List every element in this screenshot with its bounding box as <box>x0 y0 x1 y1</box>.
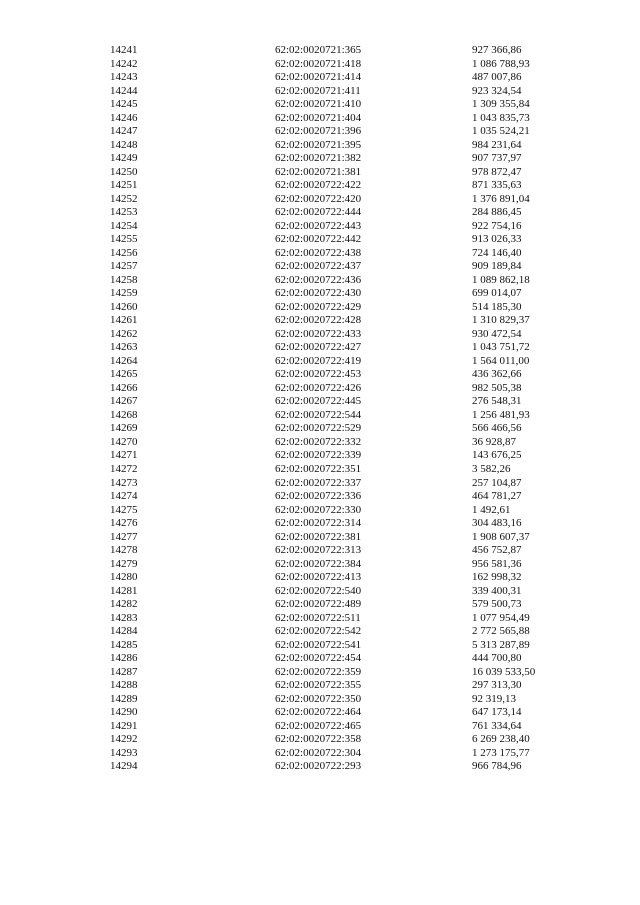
table-row <box>110 125 570 139</box>
cadastral-number-cell: 62:02:0020722:427 <box>275 341 362 354</box>
table-row <box>110 652 570 666</box>
cadastral-value-cell: 579 500,73 <box>472 598 522 611</box>
cadastral-value-cell: 930 472,54 <box>472 327 522 340</box>
table-row <box>110 193 570 207</box>
row-number-cell: 14291 <box>110 719 138 732</box>
row-number-cell: 14290 <box>110 706 138 719</box>
cadastral-value-cell: 566 466,56 <box>472 422 522 435</box>
cadastral-value-cell: 956 581,36 <box>472 557 522 570</box>
cadastral-value-cell: 257 104,87 <box>472 476 522 489</box>
cadastral-value-table <box>110 44 570 774</box>
table-row <box>110 395 570 409</box>
cadastral-number-cell: 62:02:0020722:359 <box>275 665 362 678</box>
row-number-cell: 14257 <box>110 260 138 273</box>
cadastral-value-cell: 922 754,16 <box>472 219 522 232</box>
cadastral-value-cell: 276 548,31 <box>472 395 522 408</box>
cadastral-value-cell: 456 752,87 <box>472 544 522 557</box>
cadastral-value-cell: 304 483,16 <box>472 517 522 530</box>
row-number-cell: 14276 <box>110 517 138 530</box>
table-row <box>110 598 570 612</box>
row-number-cell: 14248 <box>110 138 138 151</box>
cadastral-number-cell: 62:02:0020722:314 <box>275 517 362 530</box>
cadastral-number-cell: 62:02:0020722:437 <box>275 260 362 273</box>
cadastral-number-cell: 62:02:0020722:541 <box>275 638 362 651</box>
table-row <box>110 58 570 72</box>
row-number-cell: 14267 <box>110 395 138 408</box>
cadastral-value-cell: 984 231,64 <box>472 138 522 151</box>
table-row <box>110 328 570 342</box>
table-row <box>110 233 570 247</box>
cadastral-value-cell: 92 319,13 <box>472 692 516 705</box>
cadastral-number-cell: 62:02:0020721:411 <box>275 84 361 97</box>
cadastral-value-cell: 514 185,30 <box>472 300 522 313</box>
row-number-cell: 14251 <box>110 179 138 192</box>
row-number-cell: 14261 <box>110 314 138 327</box>
table-row <box>110 463 570 477</box>
cadastral-number-cell: 62:02:0020722:464 <box>275 706 362 719</box>
cadastral-value-cell: 436 362,66 <box>472 368 522 381</box>
table-row <box>110 274 570 288</box>
table-row <box>110 679 570 693</box>
row-number-cell: 14288 <box>110 679 138 692</box>
table-row <box>110 733 570 747</box>
table-row <box>110 301 570 315</box>
cadastral-number-cell: 62:02:0020721:382 <box>275 152 362 165</box>
row-number-cell: 14277 <box>110 530 138 543</box>
row-number-cell: 14241 <box>110 44 138 56</box>
table-row <box>110 517 570 531</box>
row-number-cell: 14265 <box>110 368 138 381</box>
cadastral-value-cell: 966 784,96 <box>472 760 522 773</box>
table-row <box>110 220 570 234</box>
row-number-cell: 14278 <box>110 544 138 557</box>
cadastral-value-cell: 339 400,31 <box>472 584 522 597</box>
row-number-cell: 14268 <box>110 408 138 421</box>
table-row <box>110 693 570 707</box>
row-number-cell: 14294 <box>110 760 138 773</box>
row-number-cell: 14253 <box>110 206 138 219</box>
cadastral-number-cell: 62:02:0020722:336 <box>275 490 362 503</box>
table-row <box>110 760 570 774</box>
cadastral-value-cell: 907 737,97 <box>472 152 522 165</box>
row-number-cell: 14283 <box>110 611 138 624</box>
table-row <box>110 449 570 463</box>
table-row <box>110 71 570 85</box>
cadastral-number-cell: 62:02:0020722:544 <box>275 408 362 421</box>
cadastral-value-cell: 927 366,86 <box>472 44 522 56</box>
table-row <box>110 477 570 491</box>
table-row <box>110 625 570 639</box>
row-number-cell: 14275 <box>110 503 138 516</box>
table-row <box>110 612 570 626</box>
cadastral-number-cell: 62:02:0020722:304 <box>275 746 362 759</box>
row-number-cell: 14250 <box>110 165 138 178</box>
cadastral-number-cell: 62:02:0020722:489 <box>275 598 362 611</box>
table-row <box>110 85 570 99</box>
cadastral-number-cell: 62:02:0020722:542 <box>275 625 362 638</box>
table-row <box>110 179 570 193</box>
cadastral-number-cell: 62:02:0020722:453 <box>275 368 362 381</box>
row-number-cell: 14273 <box>110 476 138 489</box>
table-row <box>110 571 570 585</box>
cadastral-value-cell: 1 256 481,93 <box>472 408 530 421</box>
cadastral-number-cell: 62:02:0020722:355 <box>275 679 362 692</box>
cadastral-value-cell: 162 998,32 <box>472 571 522 584</box>
table-row <box>110 666 570 680</box>
table-row <box>110 287 570 301</box>
cadastral-value-cell: 1 043 751,72 <box>472 341 530 354</box>
table-row <box>110 747 570 761</box>
cadastral-number-cell: 62:02:0020722:381 <box>275 530 362 543</box>
row-number-cell: 14281 <box>110 584 138 597</box>
cadastral-number-cell: 62:02:0020722:429 <box>275 300 362 313</box>
row-number-cell: 14279 <box>110 557 138 570</box>
cadastral-value-cell: 16 039 533,50 <box>472 665 536 678</box>
cadastral-number-cell: 62:02:0020722:420 <box>275 192 362 205</box>
cadastral-number-cell: 62:02:0020722:413 <box>275 571 362 584</box>
row-number-cell: 14266 <box>110 381 138 394</box>
row-number-cell: 14262 <box>110 327 138 340</box>
cadastral-number-cell: 62:02:0020722:442 <box>275 233 362 246</box>
table-row <box>110 558 570 572</box>
cadastral-value-cell: 699 014,07 <box>472 287 522 300</box>
table-row <box>110 422 570 436</box>
cadastral-number-cell: 62:02:0020721:418 <box>275 57 362 70</box>
cadastral-value-cell: 978 872,47 <box>472 165 522 178</box>
cadastral-number-cell: 62:02:0020722:438 <box>275 246 362 259</box>
row-number-cell: 14243 <box>110 71 138 84</box>
row-number-cell: 14245 <box>110 98 138 111</box>
table-row <box>110 139 570 153</box>
cadastral-value-cell: 444 700,80 <box>472 652 522 665</box>
cadastral-value-cell: 724 146,40 <box>472 246 522 259</box>
cadastral-value-cell: 909 189,84 <box>472 260 522 273</box>
row-number-cell: 14263 <box>110 341 138 354</box>
cadastral-number-cell: 62:02:0020722:419 <box>275 354 362 367</box>
cadastral-number-cell: 62:02:0020721:396 <box>275 125 362 138</box>
cadastral-number-cell: 62:02:0020722:339 <box>275 449 362 462</box>
cadastral-number-cell: 62:02:0020722:351 <box>275 462 362 475</box>
row-number-cell: 14287 <box>110 665 138 678</box>
cadastral-number-cell: 62:02:0020722:454 <box>275 652 362 665</box>
cadastral-number-cell: 62:02:0020722:529 <box>275 422 362 435</box>
table-row <box>110 409 570 423</box>
cadastral-number-cell: 62:02:0020722:332 <box>275 435 362 448</box>
row-number-cell: 14254 <box>110 219 138 232</box>
cadastral-value-cell: 36 928,87 <box>472 435 516 448</box>
cadastral-number-cell: 62:02:0020722:428 <box>275 314 362 327</box>
row-number-cell: 14255 <box>110 233 138 246</box>
row-number-cell: 14293 <box>110 746 138 759</box>
cadastral-value-cell: 284 886,45 <box>472 206 522 219</box>
row-number-cell: 14252 <box>110 192 138 205</box>
row-number-cell: 14282 <box>110 598 138 611</box>
cadastral-value-cell: 1 089 862,18 <box>472 273 530 286</box>
row-number-cell: 14259 <box>110 287 138 300</box>
table-row <box>110 436 570 450</box>
table-row <box>110 260 570 274</box>
cadastral-value-cell: 1 492,61 <box>472 503 511 516</box>
cadastral-number-cell: 62:02:0020722:540 <box>275 584 362 597</box>
cadastral-number-cell: 62:02:0020721:381 <box>275 165 362 178</box>
cadastral-value-cell: 143 676,25 <box>472 449 522 462</box>
cadastral-value-cell: 2 772 565,88 <box>472 625 530 638</box>
row-number-cell: 14286 <box>110 652 138 665</box>
table-row <box>110 314 570 328</box>
cadastral-number-cell: 62:02:0020722:443 <box>275 219 362 232</box>
row-number-cell: 14264 <box>110 354 138 367</box>
row-number-cell: 14274 <box>110 490 138 503</box>
cadastral-number-cell: 62:02:0020722:465 <box>275 719 362 732</box>
row-number-cell: 14285 <box>110 638 138 651</box>
cadastral-value-cell: 297 313,30 <box>472 679 522 692</box>
cadastral-value-cell: 1 043 835,73 <box>472 111 530 124</box>
cadastral-value-cell: 1 564 011,00 <box>472 354 530 367</box>
table-row <box>110 585 570 599</box>
row-number-cell: 14249 <box>110 152 138 165</box>
cadastral-value-cell: 464 781,27 <box>472 490 522 503</box>
cadastral-value-cell: 487 007,86 <box>472 71 522 84</box>
cadastral-value-cell: 913 026,33 <box>472 233 522 246</box>
cadastral-value-cell: 3 582,26 <box>472 462 511 475</box>
table-row <box>110 355 570 369</box>
cadastral-value-cell: 5 313 287,89 <box>472 638 530 651</box>
table-row <box>110 490 570 504</box>
row-number-cell: 14260 <box>110 300 138 313</box>
table-row <box>110 706 570 720</box>
cadastral-number-cell: 62:02:0020722:433 <box>275 327 362 340</box>
cadastral-value-cell: 1 310 829,37 <box>472 314 530 327</box>
table-row <box>110 112 570 126</box>
row-number-cell: 14270 <box>110 435 138 448</box>
cadastral-value-cell: 1 273 175,77 <box>472 746 530 759</box>
table-row <box>110 206 570 220</box>
cadastral-number-cell: 62:02:0020722:422 <box>275 179 362 192</box>
cadastral-value-cell: 647 173,14 <box>472 706 522 719</box>
cadastral-number-cell: 62:02:0020722:337 <box>275 476 362 489</box>
cadastral-number-cell: 62:02:0020722:426 <box>275 381 362 394</box>
row-number-cell: 14242 <box>110 57 138 70</box>
table-row <box>110 44 570 58</box>
row-number-cell: 14271 <box>110 449 138 462</box>
cadastral-number-cell: 62:02:0020721:404 <box>275 111 362 124</box>
cadastral-value-cell: 761 334,64 <box>472 719 522 732</box>
cadastral-number-cell: 62:02:0020722:511 <box>275 611 361 624</box>
cadastral-number-cell: 62:02:0020722:384 <box>275 557 362 570</box>
cadastral-number-cell: 62:02:0020722:313 <box>275 544 362 557</box>
row-number-cell: 14247 <box>110 125 138 138</box>
cadastral-number-cell: 62:02:0020721:414 <box>275 71 362 84</box>
table-row <box>110 382 570 396</box>
table-row <box>110 368 570 382</box>
cadastral-value-cell: 6 269 238,40 <box>472 733 530 746</box>
row-number-cell: 14292 <box>110 733 138 746</box>
cadastral-value-cell: 1 035 524,21 <box>472 125 530 138</box>
cadastral-number-cell: 62:02:0020721:395 <box>275 138 362 151</box>
cadastral-number-cell: 62:02:0020721:365 <box>275 44 362 56</box>
cadastral-value-cell: 1 077 954,49 <box>472 611 530 624</box>
table-row <box>110 639 570 653</box>
table-row <box>110 152 570 166</box>
cadastral-value-cell: 982 505,38 <box>472 381 522 394</box>
cadastral-number-cell: 62:02:0020722:350 <box>275 692 362 705</box>
row-number-cell: 14289 <box>110 692 138 705</box>
row-number-cell: 14272 <box>110 462 138 475</box>
row-number-cell: 14244 <box>110 84 138 97</box>
cadastral-value-cell: 1 309 355,84 <box>472 98 530 111</box>
cadastral-number-cell: 62:02:0020722:330 <box>275 503 362 516</box>
cadastral-value-cell: 871 335,63 <box>472 179 522 192</box>
table-row <box>110 504 570 518</box>
table-row <box>110 98 570 112</box>
cadastral-number-cell: 62:02:0020722:293 <box>275 760 362 773</box>
table-row <box>110 544 570 558</box>
row-number-cell: 14256 <box>110 246 138 259</box>
row-number-cell: 14269 <box>110 422 138 435</box>
cadastral-number-cell: 62:02:0020722:358 <box>275 733 362 746</box>
cadastral-value-cell: 923 324,54 <box>472 84 522 97</box>
row-number-cell: 14280 <box>110 571 138 584</box>
table-row <box>110 166 570 180</box>
cadastral-number-cell: 62:02:0020722:445 <box>275 395 362 408</box>
cadastral-number-cell: 62:02:0020721:410 <box>275 98 362 111</box>
cadastral-value-cell: 1 908 607,37 <box>472 530 530 543</box>
cadastral-value-cell: 1 086 788,93 <box>472 57 530 70</box>
table-row <box>110 531 570 545</box>
table-row <box>110 720 570 734</box>
table-row <box>110 247 570 261</box>
cadastral-number-cell: 62:02:0020722:444 <box>275 206 362 219</box>
row-number-cell: 14246 <box>110 111 138 124</box>
cadastral-number-cell: 62:02:0020722:436 <box>275 273 362 286</box>
cadastral-value-cell: 1 376 891,04 <box>472 192 530 205</box>
table-row <box>110 341 570 355</box>
row-number-cell: 14284 <box>110 625 138 638</box>
cadastral-number-cell: 62:02:0020722:430 <box>275 287 362 300</box>
row-number-cell: 14258 <box>110 273 138 286</box>
